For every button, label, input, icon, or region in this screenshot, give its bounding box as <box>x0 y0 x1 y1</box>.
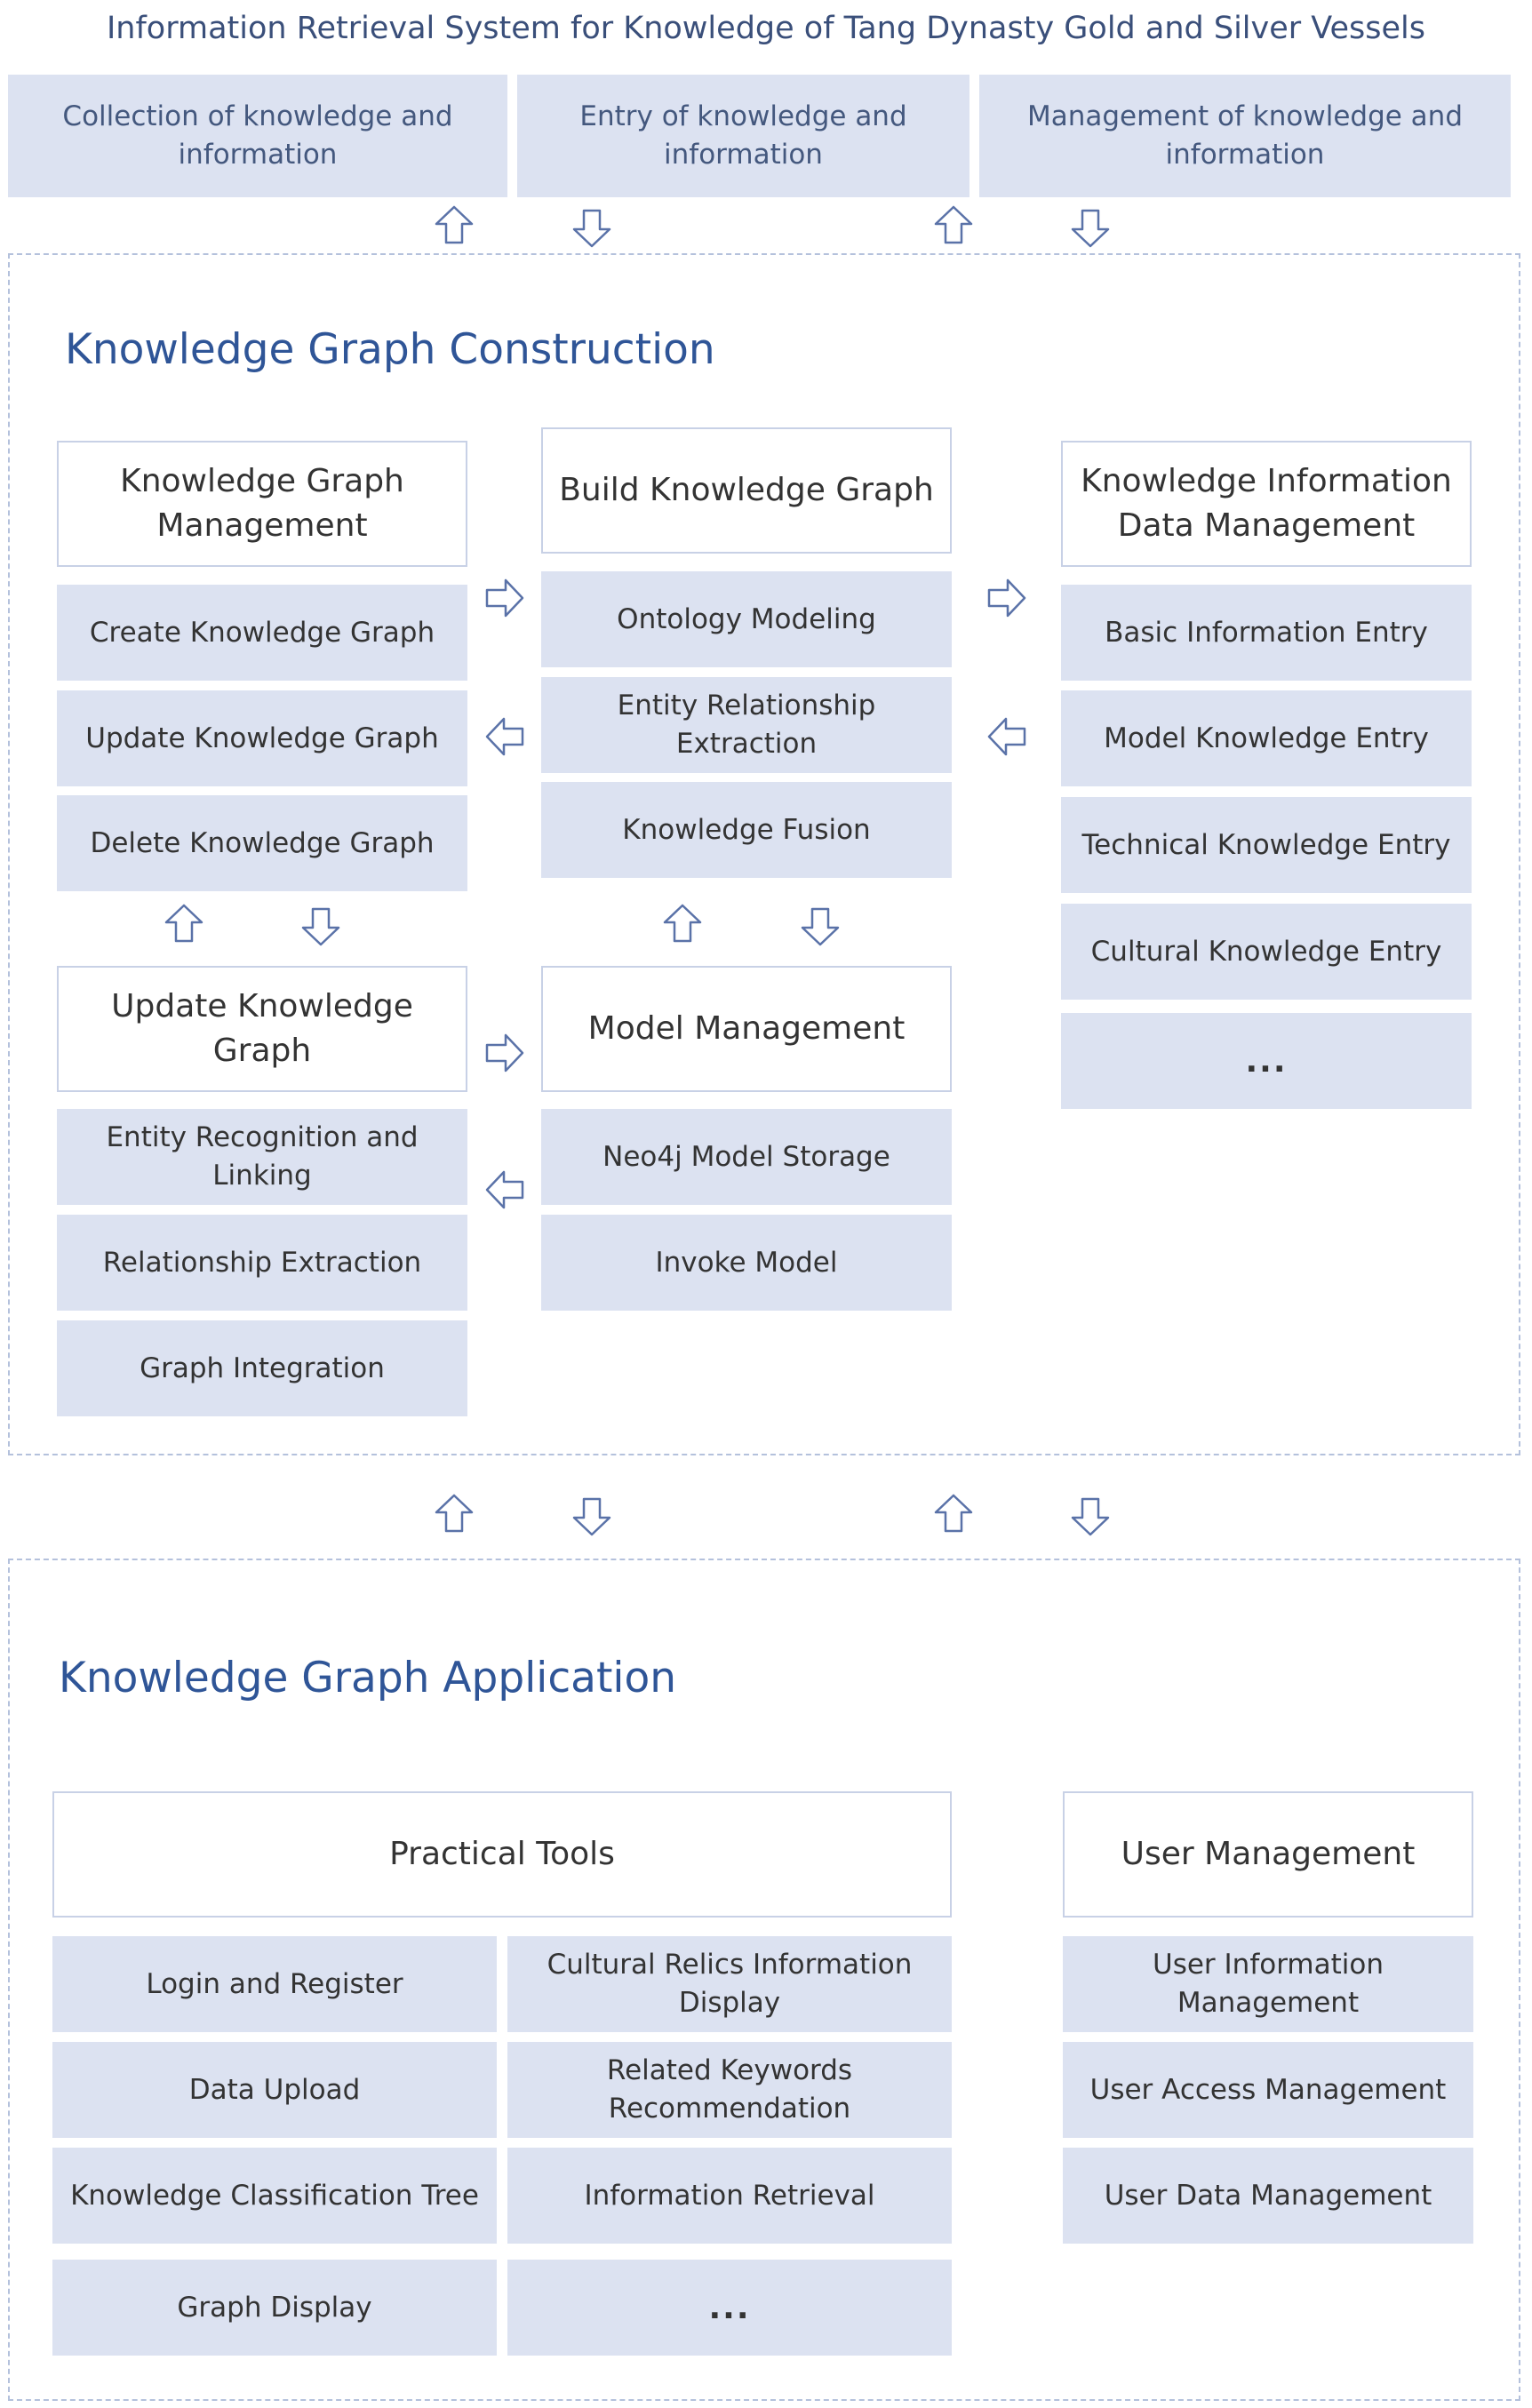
entity-recognition-item: Entity Recognition and Linking <box>57 1109 467 1205</box>
delete-kg-item: Delete Knowledge Graph <box>57 795 467 891</box>
construction-title: Knowledge Graph Construction <box>65 325 715 374</box>
cultural-relics-display-item: Cultural Relics Information Display <box>507 1936 952 2032</box>
up-arrow-icon <box>434 204 475 245</box>
left-arrow-icon <box>484 716 525 757</box>
more-tools-item: ... <box>507 2260 952 2356</box>
information-retrieval-item: Information Retrieval <box>507 2148 952 2244</box>
basic-information-entry-item: Basic Information Entry <box>1061 585 1472 681</box>
cultural-knowledge-entry-item: Cultural Knowledge Entry <box>1061 904 1472 1000</box>
down-arrow-icon <box>300 906 341 947</box>
user-access-management-item: User Access Management <box>1063 2042 1473 2138</box>
practical-tools-header: Practical Tools <box>52 1791 952 1918</box>
keywords-recommendation-item: Related Keywords Recommendation <box>507 2042 952 2138</box>
left-arrow-icon <box>986 716 1027 757</box>
right-arrow-icon <box>484 578 525 618</box>
more-entries-item: ... <box>1061 1013 1472 1109</box>
collection-box: Collection of knowledge and information <box>8 75 507 197</box>
up-arrow-icon <box>933 204 974 245</box>
up-arrow-icon <box>434 1493 475 1534</box>
down-arrow-icon <box>571 1496 612 1537</box>
model-management-header: Model Management <box>541 966 952 1092</box>
user-information-management-item: User Information Management <box>1063 1936 1473 2032</box>
right-arrow-icon <box>986 578 1027 618</box>
login-register-item: Login and Register <box>52 1936 497 2032</box>
down-arrow-icon <box>1070 1496 1111 1537</box>
up-arrow-icon <box>933 1493 974 1534</box>
invoke-model-item: Invoke Model <box>541 1215 952 1311</box>
knowledge-fusion-item: Knowledge Fusion <box>541 782 952 878</box>
user-management-header: User Management <box>1063 1791 1473 1918</box>
ontology-modeling-item: Ontology Modeling <box>541 571 952 667</box>
neo4j-model-storage-item: Neo4j Model Storage <box>541 1109 952 1205</box>
down-arrow-icon <box>800 906 841 947</box>
user-data-management-item: User Data Management <box>1063 2148 1473 2244</box>
up-arrow-icon <box>164 903 204 944</box>
kg-management-header: Knowledge Graph Management <box>57 441 467 567</box>
management-box: Management of knowledge and information <box>979 75 1511 197</box>
kid-management-header: Knowledge Information Data Management <box>1061 441 1472 567</box>
application-title: Knowledge Graph Application <box>59 1654 677 1702</box>
relationship-extraction-item: Relationship Extraction <box>57 1215 467 1311</box>
update-kg-header: Update Knowledge Graph <box>57 966 467 1092</box>
technical-knowledge-entry-item: Technical Knowledge Entry <box>1061 797 1472 893</box>
graph-display-item: Graph Display <box>52 2260 497 2356</box>
build-kg-header: Build Knowledge Graph <box>541 427 952 554</box>
data-upload-item: Data Upload <box>52 2042 497 2138</box>
update-kg-item: Update Knowledge Graph <box>57 690 467 786</box>
right-arrow-icon <box>484 1033 525 1073</box>
down-arrow-icon <box>571 208 612 249</box>
create-kg-item: Create Knowledge Graph <box>57 585 467 681</box>
entry-box: Entry of knowledge and information <box>517 75 969 197</box>
entity-relationship-extraction-item: Entity Relationship Extraction <box>541 677 952 773</box>
model-knowledge-entry-item: Model Knowledge Entry <box>1061 690 1472 786</box>
diagram-title: Information Retrieval System for Knowledge of Tang Dynasty Gold and Silver Vessels <box>106 11 1426 46</box>
up-arrow-icon <box>662 903 703 944</box>
down-arrow-icon <box>1070 208 1111 249</box>
classification-tree-item: Knowledge Classification Tree <box>52 2148 497 2244</box>
left-arrow-icon <box>484 1169 525 1210</box>
graph-integration-item: Graph Integration <box>57 1320 467 1416</box>
